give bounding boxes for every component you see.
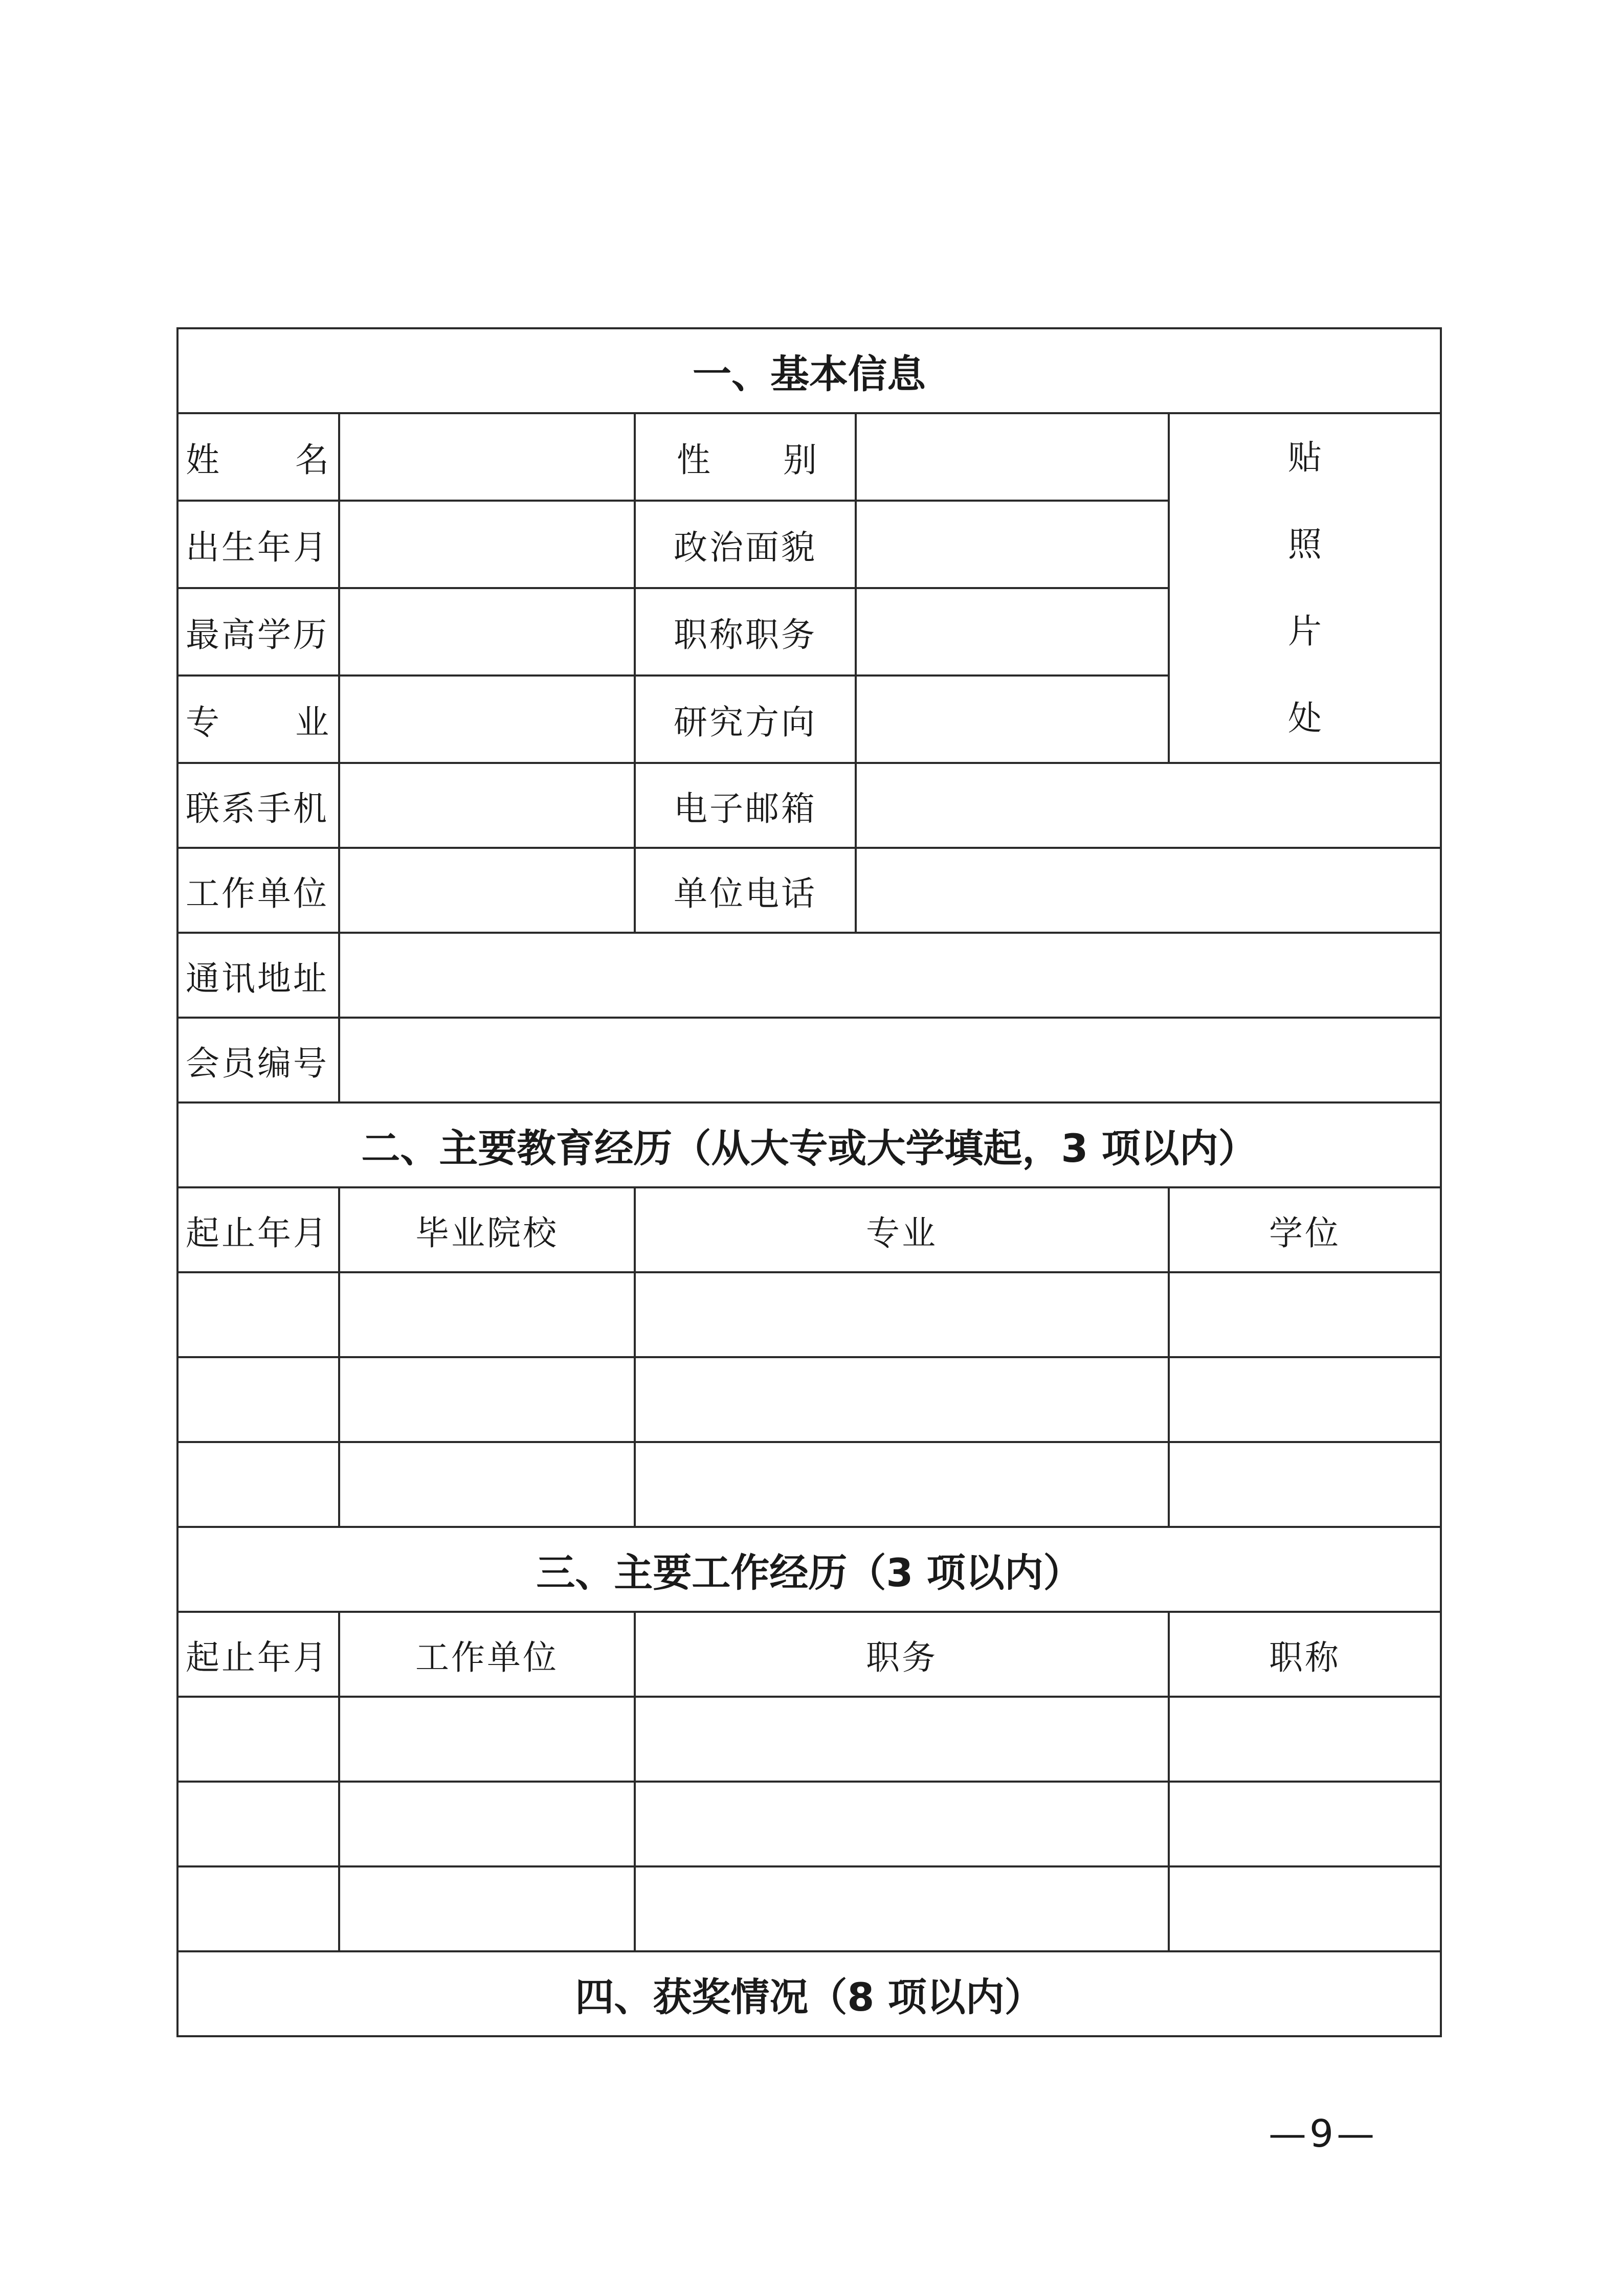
label-gender: 性 别 xyxy=(635,413,856,501)
field-phone[interactable] xyxy=(339,763,635,848)
section-basic-info-title: 一、基本信息 xyxy=(177,328,1441,413)
field-name[interactable] xyxy=(339,413,635,501)
edu-header-school: 毕业院校 xyxy=(339,1187,635,1272)
work-cell-position[interactable] xyxy=(635,1866,1169,1951)
edu-row xyxy=(177,1442,1441,1527)
label-education: 最高学历 xyxy=(177,588,339,676)
work-cell-employer[interactable] xyxy=(339,1866,635,1951)
label-title-position: 职称职务 xyxy=(635,588,856,676)
label-research: 研究方向 xyxy=(635,676,856,763)
section-awards-title: 四、获奖情况（8 项以内） xyxy=(177,1951,1441,2036)
edu-cell-major[interactable] xyxy=(635,1442,1169,1527)
edu-cell-school[interactable] xyxy=(339,1272,635,1357)
edu-cell-period[interactable] xyxy=(177,1442,339,1527)
edu-header-degree: 学位 xyxy=(1169,1187,1441,1272)
label-birth: 出生年月 xyxy=(177,501,339,588)
label-employer: 工作单位 xyxy=(177,848,339,933)
field-title-position[interactable] xyxy=(856,588,1169,676)
label-address: 通讯地址 xyxy=(177,933,339,1018)
work-header-title: 职称 xyxy=(1169,1612,1441,1697)
edu-row xyxy=(177,1357,1441,1442)
field-major[interactable] xyxy=(339,676,635,763)
label-employer-phone: 单位电话 xyxy=(635,848,856,933)
field-political[interactable] xyxy=(856,501,1169,588)
edu-cell-degree[interactable] xyxy=(1169,1272,1441,1357)
edu-cell-school[interactable] xyxy=(339,1442,635,1527)
work-cell-period[interactable] xyxy=(177,1697,339,1782)
edu-cell-degree[interactable] xyxy=(1169,1442,1441,1527)
field-address[interactable] xyxy=(339,933,1441,1018)
application-form-table xyxy=(176,327,1442,2037)
edu-cell-period[interactable] xyxy=(177,1272,339,1357)
work-header-period: 起止年月 xyxy=(177,1612,339,1697)
field-gender[interactable] xyxy=(856,413,1169,501)
label-member-no: 会员编号 xyxy=(177,1018,339,1102)
field-employer[interactable] xyxy=(339,848,635,933)
field-member-no[interactable] xyxy=(339,1018,1441,1102)
work-cell-title[interactable] xyxy=(1169,1866,1441,1951)
label-major: 专 业 xyxy=(177,676,339,763)
edu-cell-school[interactable] xyxy=(339,1357,635,1442)
label-phone: 联系手机 xyxy=(177,763,339,848)
edu-cell-period[interactable] xyxy=(177,1357,339,1442)
photo-char-3: 片 xyxy=(1288,612,1322,651)
label-email: 电子邮箱 xyxy=(635,763,856,848)
section-work-title: 三、主要工作经历（3 项以内） xyxy=(177,1527,1441,1612)
work-cell-position[interactable] xyxy=(635,1697,1169,1782)
field-employer-phone[interactable] xyxy=(856,848,1441,933)
edu-cell-major[interactable] xyxy=(635,1357,1169,1442)
photo-placeholder[interactable] xyxy=(1169,413,1441,763)
photo-char-2: 照 xyxy=(1288,525,1322,564)
edu-cell-degree[interactable] xyxy=(1169,1357,1441,1442)
field-education[interactable] xyxy=(339,588,635,676)
work-row xyxy=(177,1697,1441,1782)
work-cell-period[interactable] xyxy=(177,1782,339,1866)
work-cell-employer[interactable] xyxy=(339,1782,635,1866)
work-cell-title[interactable] xyxy=(1169,1782,1441,1866)
work-cell-period[interactable] xyxy=(177,1866,339,1951)
field-research[interactable] xyxy=(856,676,1169,763)
field-birth[interactable] xyxy=(339,501,635,588)
photo-char-4: 处 xyxy=(1288,699,1322,738)
work-cell-title[interactable] xyxy=(1169,1697,1441,1782)
work-header-employer: 工作单位 xyxy=(339,1612,635,1697)
edu-header-period: 起止年月 xyxy=(177,1187,339,1272)
work-header-position: 职务 xyxy=(635,1612,1169,1697)
label-name: 姓 名 xyxy=(177,413,339,501)
section-education-title: 二、主要教育经历（从大专或大学填起，3 项以内） xyxy=(177,1102,1441,1187)
page-number: —9— xyxy=(1269,2112,1378,2156)
work-row xyxy=(177,1866,1441,1951)
work-row xyxy=(177,1782,1441,1866)
work-cell-position[interactable] xyxy=(635,1782,1169,1866)
label-political: 政治面貌 xyxy=(635,501,856,588)
edu-cell-major[interactable] xyxy=(635,1272,1169,1357)
edu-header-major: 专业 xyxy=(635,1187,1169,1272)
field-email[interactable] xyxy=(856,763,1441,848)
work-cell-employer[interactable] xyxy=(339,1697,635,1782)
edu-row xyxy=(177,1272,1441,1357)
photo-char-1: 贴 xyxy=(1288,438,1322,477)
